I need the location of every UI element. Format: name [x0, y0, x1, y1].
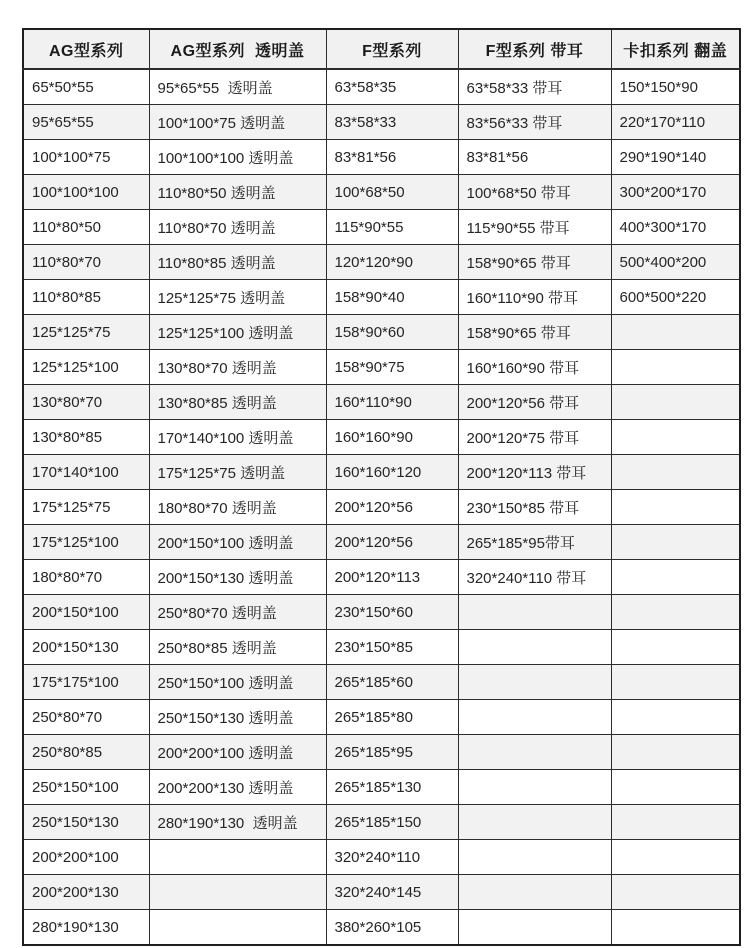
table-cell	[149, 875, 326, 910]
table-cell	[611, 630, 740, 665]
table-cell	[458, 840, 611, 875]
table-cell: 63*58*33 带耳	[458, 69, 611, 105]
table-cell	[458, 630, 611, 665]
table-cell	[611, 875, 740, 910]
table-cell: 200*150*100	[23, 595, 149, 630]
table-cell	[611, 385, 740, 420]
table-cell: 125*125*75	[23, 315, 149, 350]
table-cell: 200*120*56	[326, 525, 458, 560]
table-cell: 160*160*90 带耳	[458, 350, 611, 385]
table-cell: 63*58*35	[326, 69, 458, 105]
table-cell: 400*300*170	[611, 210, 740, 245]
table-cell: 100*68*50 带耳	[458, 175, 611, 210]
table-cell: 250*80*85 透明盖	[149, 630, 326, 665]
table-cell: 250*80*70	[23, 700, 149, 735]
table-cell: 110*80*50	[23, 210, 149, 245]
table-cell: 380*260*105	[326, 910, 458, 946]
table-cell: 280*190*130	[23, 910, 149, 946]
table-cell	[458, 735, 611, 770]
table-row	[23, 105, 740, 140]
table-cell	[458, 770, 611, 805]
table-cell: 220*170*110	[611, 105, 740, 140]
table-cell: 95*65*55 透明盖	[149, 69, 326, 105]
table-cell: 150*150*90	[611, 69, 740, 105]
table-cell: 100*100*100 透明盖	[149, 140, 326, 175]
table-cell	[611, 665, 740, 700]
table-cell	[149, 840, 326, 875]
table-row	[23, 630, 740, 665]
column-header: AG型系列	[23, 29, 149, 69]
table-cell: 200*200*100	[23, 840, 149, 875]
table-cell	[611, 525, 740, 560]
table-cell: 265*185*130	[326, 770, 458, 805]
table-cell: 230*150*60	[326, 595, 458, 630]
table-cell: 130*80*70	[23, 385, 149, 420]
table-cell: 83*56*33 带耳	[458, 105, 611, 140]
table-row	[23, 770, 740, 805]
table-cell: 65*50*55	[23, 69, 149, 105]
table-row	[23, 245, 740, 280]
table-cell: 180*80*70 透明盖	[149, 490, 326, 525]
size-table-container	[22, 28, 741, 946]
table-cell: 160*160*120	[326, 455, 458, 490]
table-cell	[458, 910, 611, 946]
table-cell: 158*90*40	[326, 280, 458, 315]
table-cell: 83*81*56	[458, 140, 611, 175]
table-cell: 115*90*55 带耳	[458, 210, 611, 245]
table-cell: 230*150*85	[326, 630, 458, 665]
table-cell	[611, 315, 740, 350]
table-cell	[611, 420, 740, 455]
table-cell	[611, 595, 740, 630]
table-cell: 110*80*85	[23, 280, 149, 315]
table-row	[23, 700, 740, 735]
table-row	[23, 420, 740, 455]
table-cell: 200*200*130 透明盖	[149, 770, 326, 805]
table-row	[23, 69, 740, 105]
table-cell: 95*65*55	[23, 105, 149, 140]
table-cell: 100*100*75	[23, 140, 149, 175]
table-cell: 170*140*100 透明盖	[149, 420, 326, 455]
table-row	[23, 840, 740, 875]
table-cell: 83*58*33	[326, 105, 458, 140]
table-cell	[611, 910, 740, 946]
table-cell: 200*200*100 透明盖	[149, 735, 326, 770]
table-cell: 100*100*100	[23, 175, 149, 210]
table-row	[23, 735, 740, 770]
table-row	[23, 875, 740, 910]
table-row	[23, 175, 740, 210]
table-row	[23, 350, 740, 385]
table-cell	[611, 490, 740, 525]
table-cell: 83*81*56	[326, 140, 458, 175]
table-row	[23, 455, 740, 490]
table-cell: 158*90*60	[326, 315, 458, 350]
table-cell: 100*100*75 透明盖	[149, 105, 326, 140]
table-cell: 265*185*60	[326, 665, 458, 700]
table-cell: 125*125*100	[23, 350, 149, 385]
table-row	[23, 910, 740, 946]
table-cell: 250*150*130	[23, 805, 149, 840]
table-cell	[611, 700, 740, 735]
table-cell: 250*80*85	[23, 735, 149, 770]
table-cell: 170*140*100	[23, 455, 149, 490]
table-cell	[149, 910, 326, 946]
table-cell	[611, 350, 740, 385]
table-cell: 250*150*100	[23, 770, 149, 805]
product-size-table	[22, 28, 741, 946]
table-cell: 125*125*100 透明盖	[149, 315, 326, 350]
table-cell: 110*80*70 透明盖	[149, 210, 326, 245]
table-cell: 230*150*85 带耳	[458, 490, 611, 525]
table-cell: 290*190*140	[611, 140, 740, 175]
table-cell: 200*120*56 带耳	[458, 385, 611, 420]
table-cell: 175*125*100	[23, 525, 149, 560]
table-cell: 120*120*90	[326, 245, 458, 280]
table-cell: 200*150*100 透明盖	[149, 525, 326, 560]
table-cell	[611, 560, 740, 595]
table-cell: 160*110*90 带耳	[458, 280, 611, 315]
table-cell: 250*80*70 透明盖	[149, 595, 326, 630]
table-cell: 200*120*113 带耳	[458, 455, 611, 490]
table-cell: 250*150*130 透明盖	[149, 700, 326, 735]
table-cell: 265*185*80	[326, 700, 458, 735]
table-cell	[458, 665, 611, 700]
table-cell: 130*80*85 透明盖	[149, 385, 326, 420]
table-cell: 100*68*50	[326, 175, 458, 210]
table-row	[23, 665, 740, 700]
table-cell: 180*80*70	[23, 560, 149, 595]
table-cell: 130*80*70 透明盖	[149, 350, 326, 385]
table-cell: 500*400*200	[611, 245, 740, 280]
table-cell: 125*125*75 透明盖	[149, 280, 326, 315]
table-cell: 130*80*85	[23, 420, 149, 455]
table-cell: 600*500*220	[611, 280, 740, 315]
table-cell: 110*80*70	[23, 245, 149, 280]
column-header: F型系列	[326, 29, 458, 69]
table-row	[23, 805, 740, 840]
table-cell: 175*175*100	[23, 665, 149, 700]
column-header: AG型系列 透明盖	[149, 29, 326, 69]
table-row	[23, 385, 740, 420]
table-cell: 200*120*113	[326, 560, 458, 595]
table-cell	[611, 455, 740, 490]
table-cell: 158*90*75	[326, 350, 458, 385]
table-row	[23, 560, 740, 595]
table-cell: 300*200*170	[611, 175, 740, 210]
table-cell: 250*150*100 透明盖	[149, 665, 326, 700]
table-cell: 265*185*95带耳	[458, 525, 611, 560]
table-row	[23, 525, 740, 560]
header-row	[23, 29, 740, 69]
table-cell	[611, 840, 740, 875]
table-cell	[458, 875, 611, 910]
table-cell: 115*90*55	[326, 210, 458, 245]
table-cell: 200*120*75 带耳	[458, 420, 611, 455]
table-cell: 200*120*56	[326, 490, 458, 525]
table-row	[23, 140, 740, 175]
table-cell: 265*185*95	[326, 735, 458, 770]
table-cell: 200*150*130	[23, 630, 149, 665]
table-cell: 160*160*90	[326, 420, 458, 455]
table-row	[23, 490, 740, 525]
table-cell: 110*80*50 透明盖	[149, 175, 326, 210]
table-cell: 160*110*90	[326, 385, 458, 420]
table-row	[23, 595, 740, 630]
column-header: F型系列 带耳	[458, 29, 611, 69]
table-row	[23, 210, 740, 245]
column-header: 卡扣系列 翻盖	[611, 29, 740, 69]
table-cell	[458, 700, 611, 735]
table-row	[23, 315, 740, 350]
table-cell: 320*240*110	[326, 840, 458, 875]
table-cell	[458, 805, 611, 840]
table-cell: 158*90*65 带耳	[458, 245, 611, 280]
table-cell: 175*125*75 透明盖	[149, 455, 326, 490]
table-cell	[611, 770, 740, 805]
table-cell: 200*200*130	[23, 875, 149, 910]
table-cell: 110*80*85 透明盖	[149, 245, 326, 280]
table-cell: 200*150*130 透明盖	[149, 560, 326, 595]
table-cell: 265*185*150	[326, 805, 458, 840]
table-body	[23, 69, 740, 945]
table-cell	[458, 595, 611, 630]
table-cell	[611, 735, 740, 770]
table-cell	[611, 805, 740, 840]
table-cell: 320*240*145	[326, 875, 458, 910]
table-cell: 158*90*65 带耳	[458, 315, 611, 350]
table-row	[23, 280, 740, 315]
table-cell: 320*240*110 带耳	[458, 560, 611, 595]
table-cell: 175*125*75	[23, 490, 149, 525]
table-cell: 280*190*130 透明盖	[149, 805, 326, 840]
